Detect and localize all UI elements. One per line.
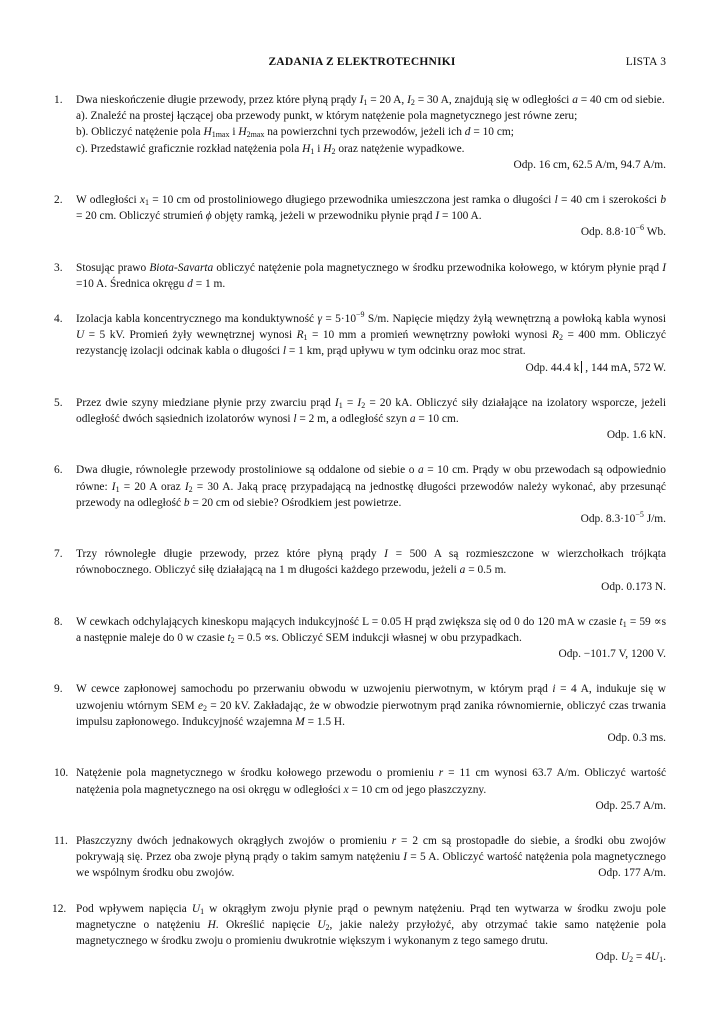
problem-text: Przez dwie szyny miedziane płynie przy zwarciu prąd $I_1 = I_2 = 20$ kA. Obliczyć siły działające na izolatory wsporcze, jeżeli odległość dwóch sąsiednich izolatorów wynosi l = 2 m, a odległość szyn a = 10 cm. <box>76 396 666 426</box>
problem-subtask-c: c). Przedstawić graficznie rozkład natężenia pola $H_1$ i $H_2$ oraz natężenie wypadkowe. <box>76 142 465 156</box>
answer: Odp. 16 cm, 62.5 A/m, 94.7 A/m. <box>513 158 666 171</box>
list-number <box>626 56 666 68</box>
problem-text: Płaszczyzny dwóch jednakowych okrągłych zwojów o promieniu r = 2 cm są prostopadłe do siebie, a środki obu zwojów pokrywają się. Przez oba zwoje płyną prądy o takim samym natężeniu I = 5 A. Obliczyć wartość natężenia pola magnetycznego we wspólnym środku obu zwojów. Odp. 177 A/m. <box>76 833 666 882</box>
answer: Odp. 0.173 N. <box>601 580 666 593</box>
answer: Odp. 25.7 A/m. <box>595 799 666 812</box>
problem-number: 12. <box>52 902 67 915</box>
problem-3 <box>54 260 667 292</box>
problem-text: W cewce zapłonowej samochodu po przerwaniu obwodu w uzwojeniu pierwotnym, w którym prąd i = 4 A, indukuje się w uzwojeniu wtórnym SEM $e_2 = 20$ kV. Zakładając, że w obwodzie pierwotnym prąd zanika równomiernie, obliczyć czas trwania impulsu zapłonowego. Indukcyjność wzajemna M = 1.5 H. <box>76 683 666 728</box>
problem-8 <box>54 614 667 663</box>
header <box>0 56 724 74</box>
problem-7 <box>54 546 666 595</box>
problem-4 <box>54 310 666 376</box>
problem-text: W cewkach odchylających kineskopu mających indukcyjność L = 0.05 H prąd zwiększa się od 0 do 120 mA w czasie $t_1 = 59 \propto s$ a następnie maleje do 0 w czasie $t_2 = 0.5 \propto s$. Obliczyć SEM indukcji własnej w obu przypadkach. <box>76 615 667 646</box>
problem-number: 3. <box>54 261 63 274</box>
answer: Odp. $U_2 = 4U_1$. <box>595 951 666 965</box>
problem-text: Trzy równoległe długie przewody, przez które płyną prądy I = 500 A są rozmieszczone w wierzchołkach trójkąta równobocznego. Obliczyć siłę działającą na 1 m długości każdego przewodu, jeżeli a = 0.5 m. <box>76 548 666 577</box>
answer: Odp. $8.8\cdot 10^{-6}$ Wb. <box>580 223 666 239</box>
problem-text: W odległości $x_1 = 10$ cm od prostoliniowego długiego przewodnika umieszczona jest ramka o długości l = 40 cm i szerokości b = 20 cm. Obliczyć strumień ϕ objęty ramką, jeżeli w przewodniku płynie prąd I = 100 A. <box>76 194 667 223</box>
problem-2 <box>54 192 667 241</box>
problem-6 <box>54 462 666 527</box>
answer: Odp. −101.7 V, 1200 V. <box>558 648 666 661</box>
problem-number: 5. <box>54 396 63 409</box>
problem-12 <box>52 901 667 966</box>
answer: Odp. 0.3 ms. <box>607 732 666 745</box>
problem-number: 6. <box>54 464 63 477</box>
problem-number: 4. <box>54 313 63 326</box>
problem-number: 7. <box>54 548 63 561</box>
problem-number: 9. <box>54 683 63 696</box>
problem-subtask-a: a). Znaleźć na prostej łączącej oba przewody punkt, w którym natężenie pola magnetycznego jest równe zeru; <box>76 110 578 123</box>
problem-text: Stosując prawo Biota-Savarta obliczyć natężenie pola magnetycznego w środku przewodnika kołowego, w którym płynie prąd I =10 A. Średnica okręgu d = 1 m. <box>76 261 667 290</box>
problem-subtask-b: b). Obliczyć natężenie pola $H_{1max}$ i $H_{2max}$ na powierzchni tych przewodów, jeżeli ich d = 10 cm; <box>76 126 514 140</box>
problem-number: 10. <box>54 767 69 780</box>
answer: Odp. 1.6 kN. <box>606 429 666 442</box>
problem-text: Dwa długie, równoległe przewody prostoliniowe są oddalone od siebie o a = 10 cm. Prądy w obu przewodach są odpowiednio równe: $I_1 = 20$ A oraz $I_2 = 30$ A. Jaką pracę przypadającą na jednostkę długości przewodów należy wykonać, aby przesunąć przewody na odległość b = 20 cm od siebie? Ośrodkiem jest powietrze. <box>76 464 666 509</box>
problem-5 <box>54 395 666 444</box>
problem-number: 8. <box>54 615 63 628</box>
problem-10 <box>54 765 667 814</box>
document-title: ZADANIA Z ELEKTROTECHNIKI <box>268 56 456 68</box>
list-label-number: 3 <box>660 56 666 68</box>
problem-number: 2. <box>54 194 63 207</box>
answer: Odp. 177 A/m. <box>598 867 666 880</box>
problem-9 <box>54 681 666 746</box>
answer: Odp. 44.4 k , 144 mA, 572 W. <box>525 361 666 374</box>
problem-1 <box>54 92 666 173</box>
problem-text: Pod wpływem napięcia $U_1$ w okrągłym zwoju płynie prąd o pewnym natężeniu. Prąd ten wytwarza w środku zwoju pole magnetyczne o natężeniu H. Określić napięcie $U_2$, jakie należy przyłożyć, aby otrzymać takie samo natężenie pola magnetycznego w środku zwoju o promieniu dwukrotnie większym i wykonanym z tego samego drutu. <box>76 902 667 947</box>
problem-text: Natężenie pola magnetycznego w środku kołowego przewodu o promieniu r = 11 cm wynosi 63.7 A/m. Obliczyć wartość natężenia pola magnetycznego na osi okręgu w odległości x = 10 cm od jego płaszczyzny. <box>76 767 667 796</box>
problem-number: 11. <box>54 834 68 847</box>
problem-11 <box>54 833 667 882</box>
answer: Odp. $8.3\cdot 10^{-5}$ J/m. <box>580 510 666 526</box>
list-label-rest: ISTA <box>632 56 658 68</box>
problem-number: 1. <box>54 94 63 106</box>
problem-list <box>0 92 724 965</box>
list-label-first: L <box>625 56 633 68</box>
problem-text: Izolacja kabla koncentrycznego ma konduktywność $\gamma = 5\cdot 10^{-9}$ S/m. Napięcie między żyłą wewnętrzną a powłoką kabla wynosi U = 5 kV. Promień żyły wewnętrznej wynosi $R_1 = 10$ mm a promień wewnętrzny powłoki wynosi $R_2 = 400$ mm. Obliczyć rezystancję izolacji odcinak kabla o długości l = 1 km, prąd upływu w tym odcinku oraz moc strat. <box>76 310 666 358</box>
problem-text: Dwa nieskończenie długie przewody, przez które płyną prądy $I_1 = 20$ A, $I_2 = 30$ A, znajdują się w odległości a = 40 cm od siebie. <box>76 94 665 107</box>
